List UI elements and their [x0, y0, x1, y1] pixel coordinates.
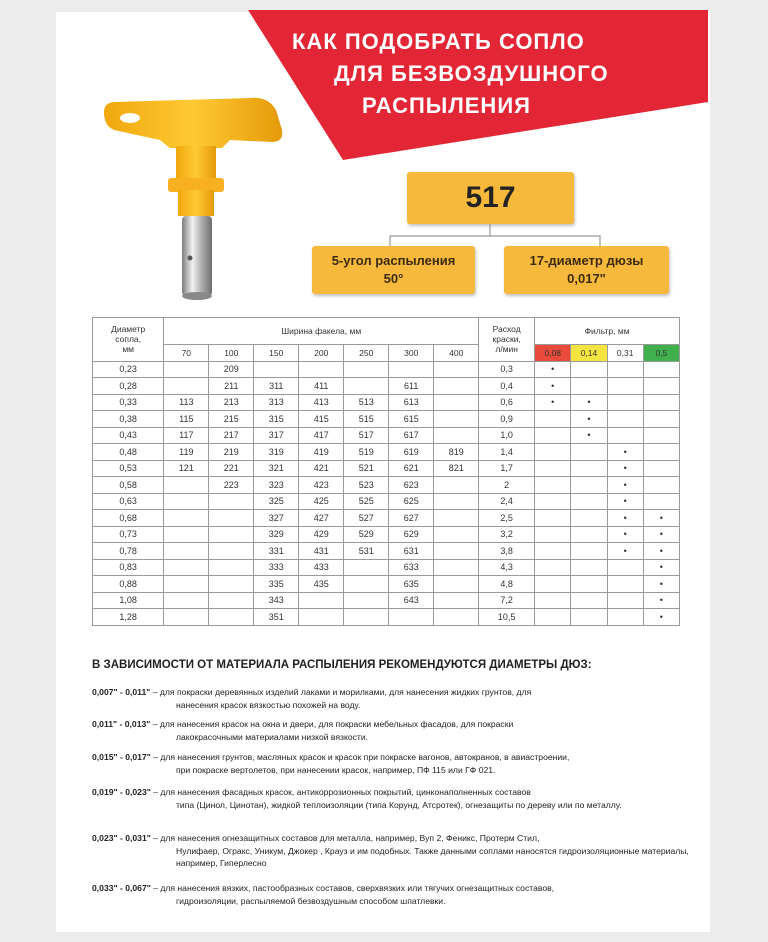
width-cell: 421: [299, 460, 344, 477]
width-cell: [434, 427, 479, 444]
flow-cell: 3,8: [479, 543, 535, 560]
filter-cell: •: [643, 609, 679, 626]
nozzle-table: [92, 317, 680, 626]
width-cell: 427: [299, 510, 344, 527]
filter-cell: •: [607, 543, 643, 560]
width-cell: [344, 559, 389, 576]
filter-cell: [643, 427, 679, 444]
filter-cell: [571, 510, 607, 527]
width-cell: 329: [254, 526, 299, 543]
filter-cell: [535, 411, 571, 428]
recommendation-text-cont: типа (Цинол, Цинотан), жидкой теплоизоляции (типа Корунд, Атсротек), огнезащиты по дереву или по металлу.: [176, 799, 622, 810]
filter-cell: •: [607, 477, 643, 494]
flow-cell: 2,4: [479, 493, 535, 510]
filter-cell: [535, 592, 571, 609]
width-cell: 429: [299, 526, 344, 543]
width-cell: [164, 493, 209, 510]
width-cell: [434, 576, 479, 593]
table-row: [93, 477, 680, 494]
filter-cell: [535, 493, 571, 510]
width-cell: [299, 609, 344, 626]
width-cell: [164, 378, 209, 395]
diameter-value: 0,017": [567, 271, 606, 286]
angle-box: [312, 246, 475, 294]
filter-cell: [571, 477, 607, 494]
angle-value: 50°: [383, 271, 404, 286]
width-cell: [434, 592, 479, 609]
filter-col-header: 0,5: [643, 345, 679, 362]
width-cell: 515: [344, 411, 389, 428]
filter-cell: [535, 510, 571, 527]
width-col-header: 200: [299, 345, 344, 362]
filter-cell: [535, 444, 571, 461]
table-row: [93, 444, 680, 461]
recommendation-range: 0,033" - 0,067": [92, 883, 151, 893]
width-cell: 821: [434, 460, 479, 477]
recommendation-range: 0,007" - 0,011": [92, 687, 151, 697]
table-row: [93, 510, 680, 527]
recommendation-text-cont: при покраске вертолетов, при нанесении красок, например, ПФ 115 или ГФ 021.: [176, 764, 496, 775]
filter-cell: [535, 477, 571, 494]
width-cell: 343: [254, 592, 299, 609]
banner-line: КАК ПОДОБРАТЬ СОПЛО: [292, 29, 585, 54]
width-cell: [434, 526, 479, 543]
diameter-cell: 0,48: [93, 444, 164, 461]
width-cell: 217: [209, 427, 254, 444]
width-cell: 121: [164, 460, 209, 477]
recommendation-range: 0,011" - 0,013": [92, 719, 151, 729]
width-col-header: 70: [164, 345, 209, 362]
filter-col-header: 0,08: [535, 345, 571, 362]
width-cell: [344, 361, 389, 378]
recommendation-text: – для нанесения грунтов, масляных красок и красок при покраске вагонов, автокранов, в авиастроении,: [150, 752, 570, 762]
table-row: [93, 576, 680, 593]
width-cell: [209, 609, 254, 626]
flow-cell: 2: [479, 477, 535, 494]
width-cell: 213: [209, 394, 254, 411]
width-cell: [434, 559, 479, 576]
recommendation-item: [92, 718, 692, 743]
width-cell: 315: [254, 411, 299, 428]
diameter-cell: 0,78: [93, 543, 164, 560]
width-cell: [299, 361, 344, 378]
width-cell: [389, 361, 434, 378]
width-cell: 433: [299, 559, 344, 576]
width-cell: [164, 543, 209, 560]
filter-cell: [607, 609, 643, 626]
width-cell: 529: [344, 526, 389, 543]
filter-cell: [607, 411, 643, 428]
filter-cell: [607, 361, 643, 378]
width-cell: 317: [254, 427, 299, 444]
width-cell: [344, 576, 389, 593]
width-cell: 313: [254, 394, 299, 411]
width-cell: [164, 477, 209, 494]
width-cell: 417: [299, 427, 344, 444]
table-row: [93, 526, 680, 543]
filter-cell: [571, 559, 607, 576]
width-cell: [389, 609, 434, 626]
width-cell: [164, 361, 209, 378]
width-cell: 351: [254, 609, 299, 626]
width-col-header: 300: [389, 345, 434, 362]
flow-cell: 0,6: [479, 394, 535, 411]
width-cell: 611: [389, 378, 434, 395]
flow-cell: 1,0: [479, 427, 535, 444]
filter-cell: [571, 592, 607, 609]
width-cell: [209, 576, 254, 593]
filter-cell: [643, 493, 679, 510]
width-cell: 311: [254, 378, 299, 395]
width-cell: 517: [344, 427, 389, 444]
width-cell: 419: [299, 444, 344, 461]
width-cell: 633: [389, 559, 434, 576]
width-cell: [344, 592, 389, 609]
filter-cell: [571, 576, 607, 593]
width-cell: 621: [389, 460, 434, 477]
width-cell: 423: [299, 477, 344, 494]
width-cell: 623: [389, 477, 434, 494]
filter-col-header: 0,14: [571, 345, 607, 362]
flow-cell: 4,3: [479, 559, 535, 576]
width-cell: 211: [209, 378, 254, 395]
width-cell: [434, 394, 479, 411]
banner-line: ДЛЯ БЕЗВОЗДУШНОГО: [334, 61, 609, 86]
width-cell: 331: [254, 543, 299, 560]
width-cell: 523: [344, 477, 389, 494]
diameter-cell: 1,08: [93, 592, 164, 609]
filter-cell: •: [535, 394, 571, 411]
spray-tip-icon: [100, 90, 290, 310]
width-cell: 819: [434, 444, 479, 461]
width-cell: [434, 609, 479, 626]
banner-title: [292, 26, 692, 122]
filter-cell: •: [643, 510, 679, 527]
width-cell: 527: [344, 510, 389, 527]
filter-cell: •: [607, 460, 643, 477]
diameter-cell: 0,58: [93, 477, 164, 494]
width-cell: [299, 592, 344, 609]
filter-cell: •: [607, 526, 643, 543]
width-cell: 625: [389, 493, 434, 510]
width-cell: 627: [389, 510, 434, 527]
width-cell: 513: [344, 394, 389, 411]
filter-cell: [571, 526, 607, 543]
filter-cell: [535, 576, 571, 593]
table-row: [93, 394, 680, 411]
flow-cell: 1,4: [479, 444, 535, 461]
filter-cell: •: [571, 394, 607, 411]
width-cell: [434, 411, 479, 428]
width-cell: [434, 378, 479, 395]
recommendation-item: [92, 751, 692, 776]
filter-cell: [607, 394, 643, 411]
width-col-header: 400: [434, 345, 479, 362]
filter-cell: •: [571, 411, 607, 428]
width-cell: 411: [299, 378, 344, 395]
banner-line: РАСПЫЛЕНИЯ: [362, 93, 531, 118]
filter-cell: •: [535, 361, 571, 378]
width-cell: [164, 576, 209, 593]
width-cell: [164, 559, 209, 576]
filter-cell: •: [643, 576, 679, 593]
diameter-cell: 0,88: [93, 576, 164, 593]
filter-cell: [607, 378, 643, 395]
flow-cell: 0,9: [479, 411, 535, 428]
filter-cell: •: [571, 427, 607, 444]
width-cell: 631: [389, 543, 434, 560]
width-cell: [164, 592, 209, 609]
table-row: [93, 493, 680, 510]
filter-cell: •: [607, 510, 643, 527]
recommendation-text: – для нанесения вязких, пастообразных составов, сверхвязких или тягучих огнезащитных составов,: [150, 883, 555, 893]
recommendation-text: – для нанесения фасадных красок, антикоррозионных покрытий, цинконаполненных составов: [150, 787, 531, 797]
filter-cell: [571, 444, 607, 461]
filter-cell: [571, 378, 607, 395]
width-cell: [434, 493, 479, 510]
width-cell: 413: [299, 394, 344, 411]
recommendation-text-cont: лакокрасочными материалами низкой вязкости.: [176, 731, 369, 742]
table-row: [93, 592, 680, 609]
filter-cell: [535, 460, 571, 477]
flow-cell: 7,2: [479, 592, 535, 609]
diameter-cell: 0,68: [93, 510, 164, 527]
width-cell: 629: [389, 526, 434, 543]
width-cell: 431: [299, 543, 344, 560]
width-cell: 617: [389, 427, 434, 444]
width-cell: 209: [209, 361, 254, 378]
table-row: [93, 559, 680, 576]
diameter-cell: 0,63: [93, 493, 164, 510]
width-cell: 113: [164, 394, 209, 411]
diameter-cell: 1,28: [93, 609, 164, 626]
width-col-header: 150: [254, 345, 299, 362]
width-cell: 619: [389, 444, 434, 461]
filter-cell: [535, 543, 571, 560]
filter-cell: •: [643, 592, 679, 609]
diameter-cell: 0,38: [93, 411, 164, 428]
recommendation-item: [92, 832, 692, 870]
table-row: [93, 361, 680, 378]
width-cell: 119: [164, 444, 209, 461]
header-width: Ширина факела, мм: [164, 318, 479, 345]
filter-cell: [643, 394, 679, 411]
header-diameter: Диаметр сопла, мм: [93, 318, 164, 362]
width-cell: 415: [299, 411, 344, 428]
recommendation-item: [92, 786, 692, 811]
filter-cell: [535, 609, 571, 626]
width-cell: [164, 510, 209, 527]
filter-cell: [643, 444, 679, 461]
filter-cell: [643, 477, 679, 494]
flow-cell: 0,3: [479, 361, 535, 378]
width-cell: [434, 543, 479, 560]
filter-cell: [571, 460, 607, 477]
angle-label: 5-угол распыления: [331, 253, 456, 268]
flow-cell: 4,8: [479, 576, 535, 593]
filter-cell: [643, 411, 679, 428]
width-col-header: 100: [209, 345, 254, 362]
width-cell: [164, 526, 209, 543]
width-cell: 115: [164, 411, 209, 428]
width-cell: 327: [254, 510, 299, 527]
flow-cell: 1,7: [479, 460, 535, 477]
diameter-cell: 0,83: [93, 559, 164, 576]
filter-cell: •: [643, 543, 679, 560]
filter-cell: [607, 592, 643, 609]
diameter-box: [504, 246, 669, 294]
recommendation-text-cont: гидроизоляции, распыляемой безвоздушным способом шпатлевки.: [176, 895, 446, 906]
filter-cell: [535, 427, 571, 444]
width-cell: 215: [209, 411, 254, 428]
recommendation-text: – для нанесения красок на окна и двери, для покраски мебельных фасадов, для покраски: [150, 719, 514, 729]
width-cell: 219: [209, 444, 254, 461]
tip-code-box: 517: [407, 172, 574, 224]
width-cell: 425: [299, 493, 344, 510]
filter-cell: •: [643, 559, 679, 576]
table-row: [93, 609, 680, 626]
filter-cell: [643, 361, 679, 378]
flow-cell: 3,2: [479, 526, 535, 543]
width-col-header: 250: [344, 345, 389, 362]
filter-cell: [643, 378, 679, 395]
flow-cell: 0,4: [479, 378, 535, 395]
connector-lines: [370, 224, 620, 248]
filter-col-header: 0,31: [607, 345, 643, 362]
width-cell: [344, 378, 389, 395]
recommendation-item: [92, 686, 692, 711]
recommendation-range: 0,023" - 0,031": [92, 833, 151, 843]
header-flow: Расход краски, л/мин: [479, 318, 535, 362]
width-cell: 333: [254, 559, 299, 576]
filter-cell: •: [607, 444, 643, 461]
flow-cell: 10,5: [479, 609, 535, 626]
recommendation-item: [92, 882, 692, 907]
width-cell: 519: [344, 444, 389, 461]
width-cell: [164, 609, 209, 626]
filter-cell: •: [535, 378, 571, 395]
recommendation-text: – для покраски деревянных изделий лаками и морилками, для нанесения жидких грунтов, для: [150, 687, 532, 697]
width-cell: [434, 361, 479, 378]
width-cell: [344, 609, 389, 626]
width-cell: 221: [209, 460, 254, 477]
width-cell: 435: [299, 576, 344, 593]
width-cell: 615: [389, 411, 434, 428]
width-cell: [209, 526, 254, 543]
diameter-label: 17-диаметр дюзы: [529, 253, 644, 268]
width-cell: 223: [209, 477, 254, 494]
filter-cell: [571, 609, 607, 626]
table-row: [93, 460, 680, 477]
recommendation-text-cont: Нулифаер, Огракс, Уникум, Джокер , Крауз и им подобных. Также данными соплами наносятся гидроизоляционные материалы, например, Гиперлесно: [176, 845, 689, 868]
filter-cell: [571, 361, 607, 378]
diameter-cell: 0,73: [93, 526, 164, 543]
width-cell: [434, 477, 479, 494]
filter-cell: [607, 576, 643, 593]
filter-cell: [535, 559, 571, 576]
recommendation-range: 0,015" - 0,017": [92, 752, 151, 762]
filter-cell: [571, 493, 607, 510]
width-cell: 613: [389, 394, 434, 411]
diameter-cell: 0,53: [93, 460, 164, 477]
width-cell: [254, 361, 299, 378]
width-cell: [209, 493, 254, 510]
diameter-cell: 0,23: [93, 361, 164, 378]
width-cell: [209, 592, 254, 609]
recommendation-text: – для нанесения огнезащитных составов для металла, например, Вуп 2, Феникс, Протерм Стил,: [150, 833, 540, 843]
recommendation-text-cont: нанесения красок вязкостью похожей на воду.: [176, 699, 361, 710]
filter-cell: [607, 427, 643, 444]
width-cell: 335: [254, 576, 299, 593]
width-cell: [434, 510, 479, 527]
filter-cell: [535, 526, 571, 543]
width-cell: [209, 543, 254, 560]
table-row: [93, 543, 680, 560]
diameter-cell: 0,28: [93, 378, 164, 395]
width-cell: 643: [389, 592, 434, 609]
table-row: [93, 427, 680, 444]
filter-cell: [607, 559, 643, 576]
flow-cell: 2,5: [479, 510, 535, 527]
recommendation-range: 0,019" - 0,023": [92, 787, 151, 797]
width-cell: [209, 559, 254, 576]
width-cell: 531: [344, 543, 389, 560]
table-row: [93, 378, 680, 395]
header-filter: Фильтр, мм: [535, 318, 680, 345]
width-cell: 117: [164, 427, 209, 444]
width-cell: 325: [254, 493, 299, 510]
width-cell: 521: [344, 460, 389, 477]
width-cell: 525: [344, 493, 389, 510]
filter-cell: [643, 460, 679, 477]
width-cell: 321: [254, 460, 299, 477]
filter-cell: [571, 543, 607, 560]
width-cell: [209, 510, 254, 527]
diameter-cell: 0,43: [93, 427, 164, 444]
diameter-cell: 0,33: [93, 394, 164, 411]
filter-cell: •: [607, 493, 643, 510]
table-row: [93, 411, 680, 428]
filter-cell: •: [643, 526, 679, 543]
recommendations-title: В ЗАВИСИМОСТИ ОТ МАТЕРИАЛА РАСПЫЛЕНИЯ РЕКОМЕНДУЮТСЯ ДИАМЕТРЫ ДЮЗ:: [92, 659, 592, 671]
width-cell: 319: [254, 444, 299, 461]
width-cell: 635: [389, 576, 434, 593]
width-cell: 323: [254, 477, 299, 494]
